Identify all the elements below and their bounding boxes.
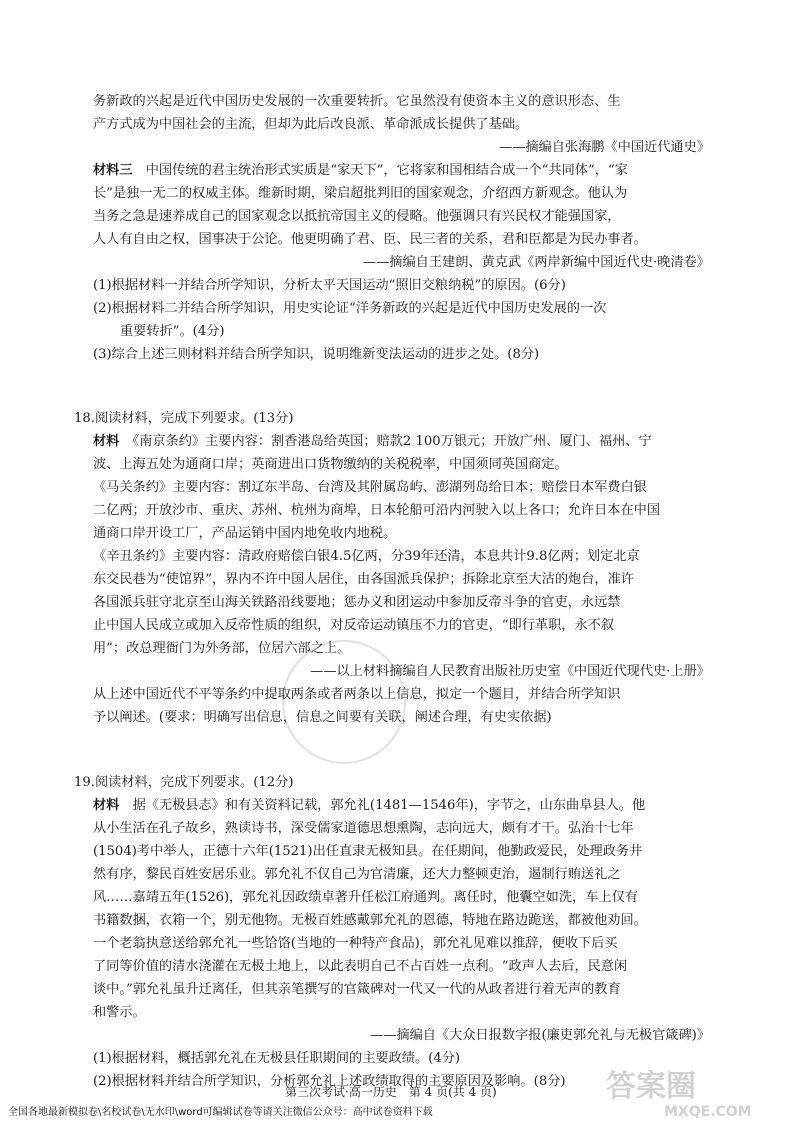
- source-citation: ——摘编自《大众日报数字报(廉吏郭允礼与无极官箴碑)》: [370, 1028, 710, 1043]
- paragraph-line: 从小生活在孔子故乡，熟读诗书，深受儒家道德思想熏陶，志向远大，颇有才干。弘治十七年: [93, 821, 634, 836]
- question-item: 重要转折”。(4分): [120, 324, 225, 339]
- question-item: (3)综合上述三则材料并结合所学知识，说明维新变法运动的进步之处。(8分): [93, 347, 540, 362]
- paragraph-line: 务新政的兴起是近代中国历史发展的一次重要转折。它虽然没有使资本主义的意识形态、生: [93, 94, 621, 109]
- source-citation: ——摘编自张海鹏《中国近代通史》: [499, 140, 710, 155]
- paragraph-line: 《南京条约》主要内容：割香港岛给英国；赔款2 100万银元；开放广州、厦门、福州、宁: [132, 434, 652, 449]
- paragraph-line: 了同等价值的清水浇灌在无极土地上，以此表明自己不占百姓一点利。“政声人去后，民意闲: [93, 959, 628, 974]
- paragraph-line: 当务之急是速养成自己的国家观念以抵抗帝国主义的侵略。他强调只有兴民权才能强国家，: [93, 209, 621, 224]
- question-item: (2)根据材料并结合所学知识，分析郭允礼上述政绩取得的主要原因及影响。(8分): [93, 1074, 566, 1089]
- source-citation: ——以上材料摘编自人民教育出版社历史室《中国近代现代史·上册》: [310, 664, 710, 679]
- paragraph-line: 中国传统的君主统治形式实质是“家天下”，它将家和国相结合成一个“共同体”，“家: [145, 163, 628, 178]
- question-item: (2)根据材料二并结合所学知识，用史实论证“洋务新政的兴起是近代中国历史发展的一次: [93, 301, 607, 316]
- paragraph-line: 一个老翁执意送给郭允礼一些饸饹(当地的一种特产食品)，郭允礼见难以推辞，便收下后买: [93, 936, 618, 951]
- material-three: [93, 159, 628, 183]
- question-item: 从上述中国近代不平等条约中提取两条或者两条以上信息，拟定一个题目，并结合所学知识: [93, 687, 621, 702]
- paragraph-line: 《马关条约》主要内容：割辽东半岛、台湾及其附属岛屿、澎湖列岛给日本；赔偿日本军费白银: [93, 480, 647, 495]
- paragraph-line: 用”；改总理衙门为外务部，位居六部之上。: [93, 641, 351, 656]
- paragraph-line: 二亿两；开放沙市、重庆、苏州、杭州为商埠，日本轮船可沿内河驶入以上各口；允许日本在中国: [93, 503, 661, 518]
- question-title: 18.阅读材料，完成下列要求。(13分): [74, 411, 294, 426]
- paragraph-line: 人人有自由之权，国事决于公论。他更明确了君、臣、民三者的关系，君和臣都是为民办事者。: [93, 232, 647, 247]
- page-footer: 第三次考试·高一历史 第 4 页(共 4 页): [285, 1085, 497, 1099]
- watermark-main-text: 答案圈: [606, 1069, 696, 1104]
- paragraph-line: 止中国人民成立或加入反帝性质的组织，对反帝运动镇压不力的官吏，“即行革职，永不叙: [93, 618, 615, 633]
- material-label: 材料: [93, 434, 120, 449]
- paragraph-line: 东交民巷为“使馆界”，界内不许中国人居住，由各国派兵保护；拆除北京至大沽的炮台，准许: [93, 572, 634, 587]
- question-item: (1)根据材料，概括郭允礼在无极县任职期间的主要政绩。(4分): [93, 1051, 461, 1066]
- paragraph-line: (1504)考中举人，正德十六年(1521)出任直隶无极知县。在任期间，他勤政爱民，处理政务井: [93, 844, 643, 859]
- paragraph-line: 各国派兵驻守北京至山海关铁路沿线要地；惩办义和团运动中参加反帝斗争的官吏，永远禁: [93, 595, 621, 610]
- paragraph-line: 然有序，黎民百姓安居乐业。郭允礼不仅自己为官清廉，还大力整顿吏治，遏制行贿送礼之: [93, 867, 621, 882]
- source-citation: ——摘编自王建朗、黄克武《两岸新编中国近代史·晚清卷》: [362, 255, 710, 270]
- watermark-sub-text: MXQE.COM: [664, 1104, 752, 1120]
- question-item: (1)根据材料一并结合所学知识，分析太平天国运动“照旧交粮纳税”的原因。(6分): [93, 278, 566, 293]
- paragraph-line: 波、上海五处为通商口岸；英商进出口货物缴纳的关税税率，中国须同英国商定。: [93, 457, 568, 472]
- paragraph-line: 书籍数捆，衣箱一个，别无他物。无极百姓感戴郭允礼的恩德，特地在路边跪送，都被他劝回。: [93, 913, 647, 928]
- question-item: 予以阐述。(要求：明确写出信息，信息之间要有关联，阐述合理，有史实依据): [93, 710, 552, 725]
- paragraph-line: 《辛丑条约》主要内容：清政府赔偿白银4.5亿两，分39年还清，本息共计9.8亿两；划定北京: [93, 549, 640, 564]
- material-block: [93, 794, 645, 818]
- footer-note: 全国各地最新模拟卷\名校试卷\无水印\word可编辑试卷等请关注微信公众号：高中试卷资料下载: [8, 1107, 433, 1118]
- paragraph-line: 谈中。”郭允礼虽升迁离任，但其亲笔撰写的官箴碑对一代又一代的从政者进行着无声的教育: [93, 982, 621, 997]
- paragraph-line: 长”是独一无二的权威主体。维新时期，梁启超批判旧的国家观念，介绍西方新观念。他认为: [93, 186, 628, 201]
- material-label: 材料: [93, 798, 120, 813]
- paragraph-line: 据《无极县志》和有关资料记载，郭允礼(1481—1546年)，字节之，山东曲阜县人。他: [132, 798, 646, 813]
- material-label: 材料三: [93, 163, 133, 178]
- material-block: [93, 430, 652, 454]
- paragraph-line: 通商口岸开设工厂，产品运销中国内地免收内地税。: [93, 526, 397, 541]
- paragraph-line: 和警示。: [93, 1005, 146, 1020]
- question-title: 19.阅读材料，完成下列要求。(12分): [74, 775, 294, 790]
- paragraph-line: 产方式成为中国社会的主流，但却为此后改良派、革命派成长提供了基础。: [93, 117, 529, 132]
- watermark-logo: [594, 1060, 784, 1120]
- paragraph-line: 风……嘉靖五年(1526)，郭允礼因政绩卓著升任松江府通判。离任时，他囊空如洗，车上仅有: [93, 890, 638, 905]
